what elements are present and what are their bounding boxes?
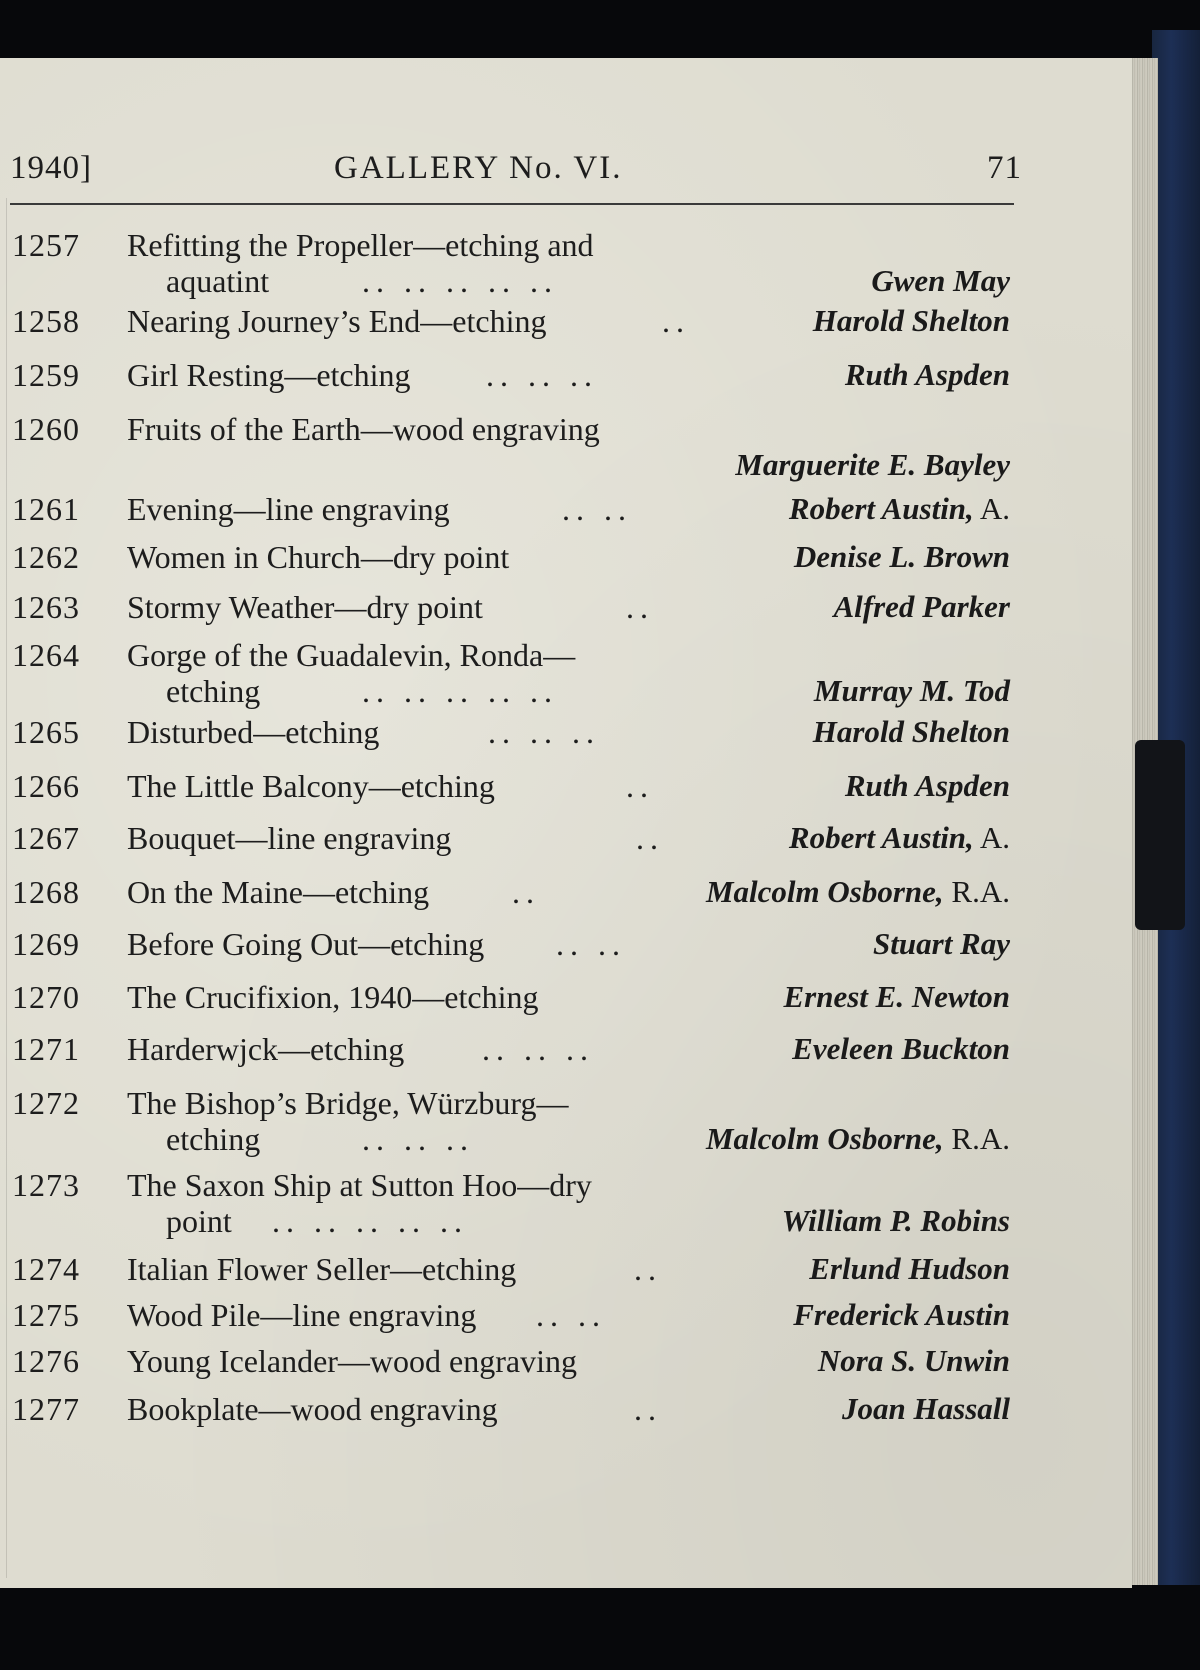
entry-title: Refitting the Propeller—etching and bbox=[127, 227, 594, 263]
entry-artist bbox=[833, 588, 1010, 626]
artist-name: Nora S. Unwin bbox=[817, 1343, 1010, 1378]
catalogue-entry bbox=[0, 925, 1132, 965]
catalogue-entry bbox=[0, 356, 1132, 396]
artist-name: Gwen May bbox=[871, 263, 1010, 298]
entry-artist bbox=[782, 1202, 1010, 1240]
scan-bottom-border bbox=[0, 1585, 1200, 1670]
entry-title: Bouquet—line engraving bbox=[127, 820, 452, 856]
dot-leader: .. .. .. .. .. bbox=[362, 673, 558, 709]
entry-title: Bookplate—wood engraving bbox=[127, 1391, 498, 1427]
entry-title: Nearing Journey’s End—etching bbox=[127, 303, 547, 339]
entry-number: 1277 bbox=[12, 1391, 80, 1427]
entry-title-continued: aquatint bbox=[166, 263, 270, 299]
artist-name: Denise L. Brown bbox=[793, 539, 1010, 574]
artist-name: Ernest E. Newton bbox=[783, 979, 1010, 1014]
artist-name: Malcolm Osborne, bbox=[705, 1121, 944, 1156]
entry-number: 1276 bbox=[12, 1343, 80, 1379]
entry-number: 1267 bbox=[12, 820, 80, 856]
page-number: 71 bbox=[987, 150, 1022, 186]
dot-leader: .. bbox=[512, 874, 540, 910]
catalogue-entry bbox=[0, 819, 1132, 859]
entry-artist bbox=[792, 1030, 1010, 1068]
entry-number: 1260 bbox=[12, 411, 80, 447]
running-head-year: 1940] bbox=[10, 150, 92, 186]
dot-leader: .. bbox=[662, 303, 690, 339]
entry-number: 1269 bbox=[12, 926, 80, 962]
entry-artist bbox=[783, 978, 1010, 1016]
header-rule bbox=[10, 203, 1014, 205]
entry-artist bbox=[706, 873, 1010, 911]
entry-number: 1262 bbox=[12, 539, 80, 575]
catalogue-entry bbox=[0, 713, 1132, 753]
catalogue-entry bbox=[0, 538, 1132, 578]
entry-number: 1273 bbox=[12, 1167, 80, 1203]
entry-title: The Saxon Ship at Sutton Hoo—dry bbox=[127, 1167, 592, 1203]
catalogue-entry bbox=[0, 226, 1132, 302]
catalogue-entry bbox=[0, 1296, 1132, 1336]
artist-name: Murray M. Tod bbox=[813, 673, 1010, 708]
artist-name: Harold Shelton bbox=[812, 714, 1010, 749]
catalogue-entry bbox=[0, 978, 1132, 1018]
running-head bbox=[10, 150, 1022, 190]
running-head-title: GALLERY No. VI. bbox=[334, 150, 623, 186]
dot-leader: .. bbox=[634, 1391, 662, 1427]
dot-leader: .. .. bbox=[556, 926, 626, 962]
artist-name: Eveleen Buckton bbox=[792, 1031, 1010, 1066]
entry-artist bbox=[845, 356, 1010, 394]
entry-artist bbox=[809, 1250, 1010, 1288]
catalogue-entry bbox=[0, 636, 1132, 712]
entry-number: 1272 bbox=[12, 1085, 80, 1121]
entry-title: On the Maine—etching bbox=[127, 874, 430, 910]
entry-title: Wood Pile—line engraving bbox=[127, 1297, 477, 1333]
dot-leader: .. .. bbox=[562, 491, 632, 527]
entry-title-continued: etching bbox=[166, 673, 261, 709]
dot-leader: .. .. .. bbox=[488, 714, 600, 750]
entry-artist bbox=[789, 490, 1010, 528]
entry-title: The Little Balcony—etching bbox=[127, 768, 495, 804]
entry-number: 1270 bbox=[12, 979, 80, 1015]
entry-number: 1264 bbox=[12, 637, 80, 673]
artist-name: Marguerite E. Bayley bbox=[735, 447, 1010, 482]
catalogue-page bbox=[0, 58, 1132, 1588]
catalogue-entry bbox=[0, 588, 1132, 628]
entry-artist bbox=[793, 1296, 1010, 1334]
artist-name: Ruth Aspden bbox=[844, 768, 1010, 803]
catalogue-entry bbox=[0, 1166, 1132, 1242]
entry-title: Italian Flower Seller—etching bbox=[127, 1251, 517, 1287]
entry-title: Before Going Out—etching bbox=[127, 926, 485, 962]
entry-artist bbox=[818, 1342, 1010, 1380]
catalogue-entry bbox=[0, 1342, 1132, 1382]
entry-title: The Bishop’s Bridge, Würzburg— bbox=[127, 1085, 569, 1121]
entry-title: Evening—line engraving bbox=[127, 491, 450, 527]
artist-name: Alfred Parker bbox=[833, 589, 1010, 624]
dot-leader: .. .. bbox=[536, 1297, 606, 1333]
entry-artist bbox=[814, 672, 1010, 710]
catalogue-entry bbox=[0, 1084, 1132, 1160]
entry-title: Disturbed—etching bbox=[127, 714, 380, 750]
catalogue-entry bbox=[0, 767, 1132, 807]
entry-title: Women in Church—dry point bbox=[127, 539, 510, 575]
entry-title: Harderwjck—etching bbox=[127, 1031, 405, 1067]
entry-number: 1274 bbox=[12, 1251, 80, 1287]
entry-number: 1271 bbox=[12, 1031, 80, 1067]
page-clip bbox=[1135, 740, 1185, 930]
artist-name: Malcolm Osborne, bbox=[705, 874, 944, 909]
entry-title: Fruits of the Earth—wood engraving bbox=[127, 411, 600, 447]
artist-honour: R.A. bbox=[943, 874, 1010, 909]
catalogue-entry bbox=[0, 1250, 1132, 1290]
entry-number: 1268 bbox=[12, 874, 80, 910]
catalogue-entry bbox=[0, 410, 1132, 486]
entry-title-continued: etching bbox=[166, 1121, 261, 1157]
dot-leader: .. .. .. bbox=[486, 357, 598, 393]
artist-name: Harold Shelton bbox=[812, 303, 1010, 338]
entry-number: 1261 bbox=[12, 491, 80, 527]
entry-title: Stormy Weather—dry point bbox=[127, 589, 483, 625]
entry-title-continued: point bbox=[166, 1203, 232, 1239]
dot-leader: .. .. .. .. .. bbox=[272, 1203, 468, 1239]
entry-title: Gorge of the Guadalevin, Ronda— bbox=[127, 637, 576, 673]
artist-name: Erlund Hudson bbox=[809, 1251, 1010, 1286]
catalogue-entry bbox=[0, 1030, 1132, 1070]
entry-number: 1266 bbox=[12, 768, 80, 804]
catalogue-entry bbox=[0, 1390, 1132, 1430]
entry-artist bbox=[789, 819, 1010, 857]
artist-name: Joan Hassall bbox=[842, 1391, 1010, 1426]
entry-number: 1258 bbox=[12, 303, 80, 339]
entry-artist bbox=[794, 538, 1010, 576]
entry-artist bbox=[842, 1390, 1010, 1428]
entry-number: 1257 bbox=[12, 227, 80, 263]
catalogue-entry bbox=[0, 302, 1132, 342]
scan-top-border bbox=[0, 0, 1200, 62]
entry-number: 1265 bbox=[12, 714, 80, 750]
catalogue-entry bbox=[0, 490, 1132, 530]
entry-artist bbox=[813, 302, 1010, 340]
dot-leader: .. bbox=[626, 768, 654, 804]
artist-name: Robert Austin, bbox=[788, 491, 974, 526]
entry-number: 1259 bbox=[12, 357, 80, 393]
artist-honour: A. bbox=[973, 491, 1010, 526]
entry-title: The Crucifixion, 1940—etching bbox=[127, 979, 539, 1015]
dot-leader: .. bbox=[636, 820, 664, 856]
artist-name: William P. Robins bbox=[781, 1203, 1010, 1238]
entry-artist bbox=[871, 262, 1010, 300]
artist-honour: A. bbox=[973, 820, 1010, 855]
entry-title: Young Icelander—wood engraving bbox=[127, 1343, 577, 1379]
entry-number: 1275 bbox=[12, 1297, 80, 1333]
artist-name: Ruth Aspden bbox=[844, 357, 1010, 392]
dot-leader: .. .. .. .. .. bbox=[362, 263, 558, 299]
catalogue-entry bbox=[0, 873, 1132, 913]
dot-leader: .. .. .. bbox=[482, 1031, 594, 1067]
entry-number: 1263 bbox=[12, 589, 80, 625]
artist-honour: R.A. bbox=[943, 1121, 1010, 1156]
entry-artist bbox=[735, 446, 1010, 484]
dot-leader: .. bbox=[634, 1251, 662, 1287]
entry-title: Girl Resting—etching bbox=[127, 357, 411, 393]
artist-name: Robert Austin, bbox=[788, 820, 974, 855]
artist-name: Frederick Austin bbox=[793, 1297, 1010, 1332]
entry-artist bbox=[813, 713, 1010, 751]
entry-artist bbox=[873, 925, 1010, 963]
dot-leader: .. bbox=[626, 589, 654, 625]
artist-name: Stuart Ray bbox=[873, 926, 1010, 961]
entry-artist bbox=[845, 767, 1010, 805]
entry-artist bbox=[706, 1120, 1010, 1158]
dot-leader: .. .. .. bbox=[362, 1121, 474, 1157]
